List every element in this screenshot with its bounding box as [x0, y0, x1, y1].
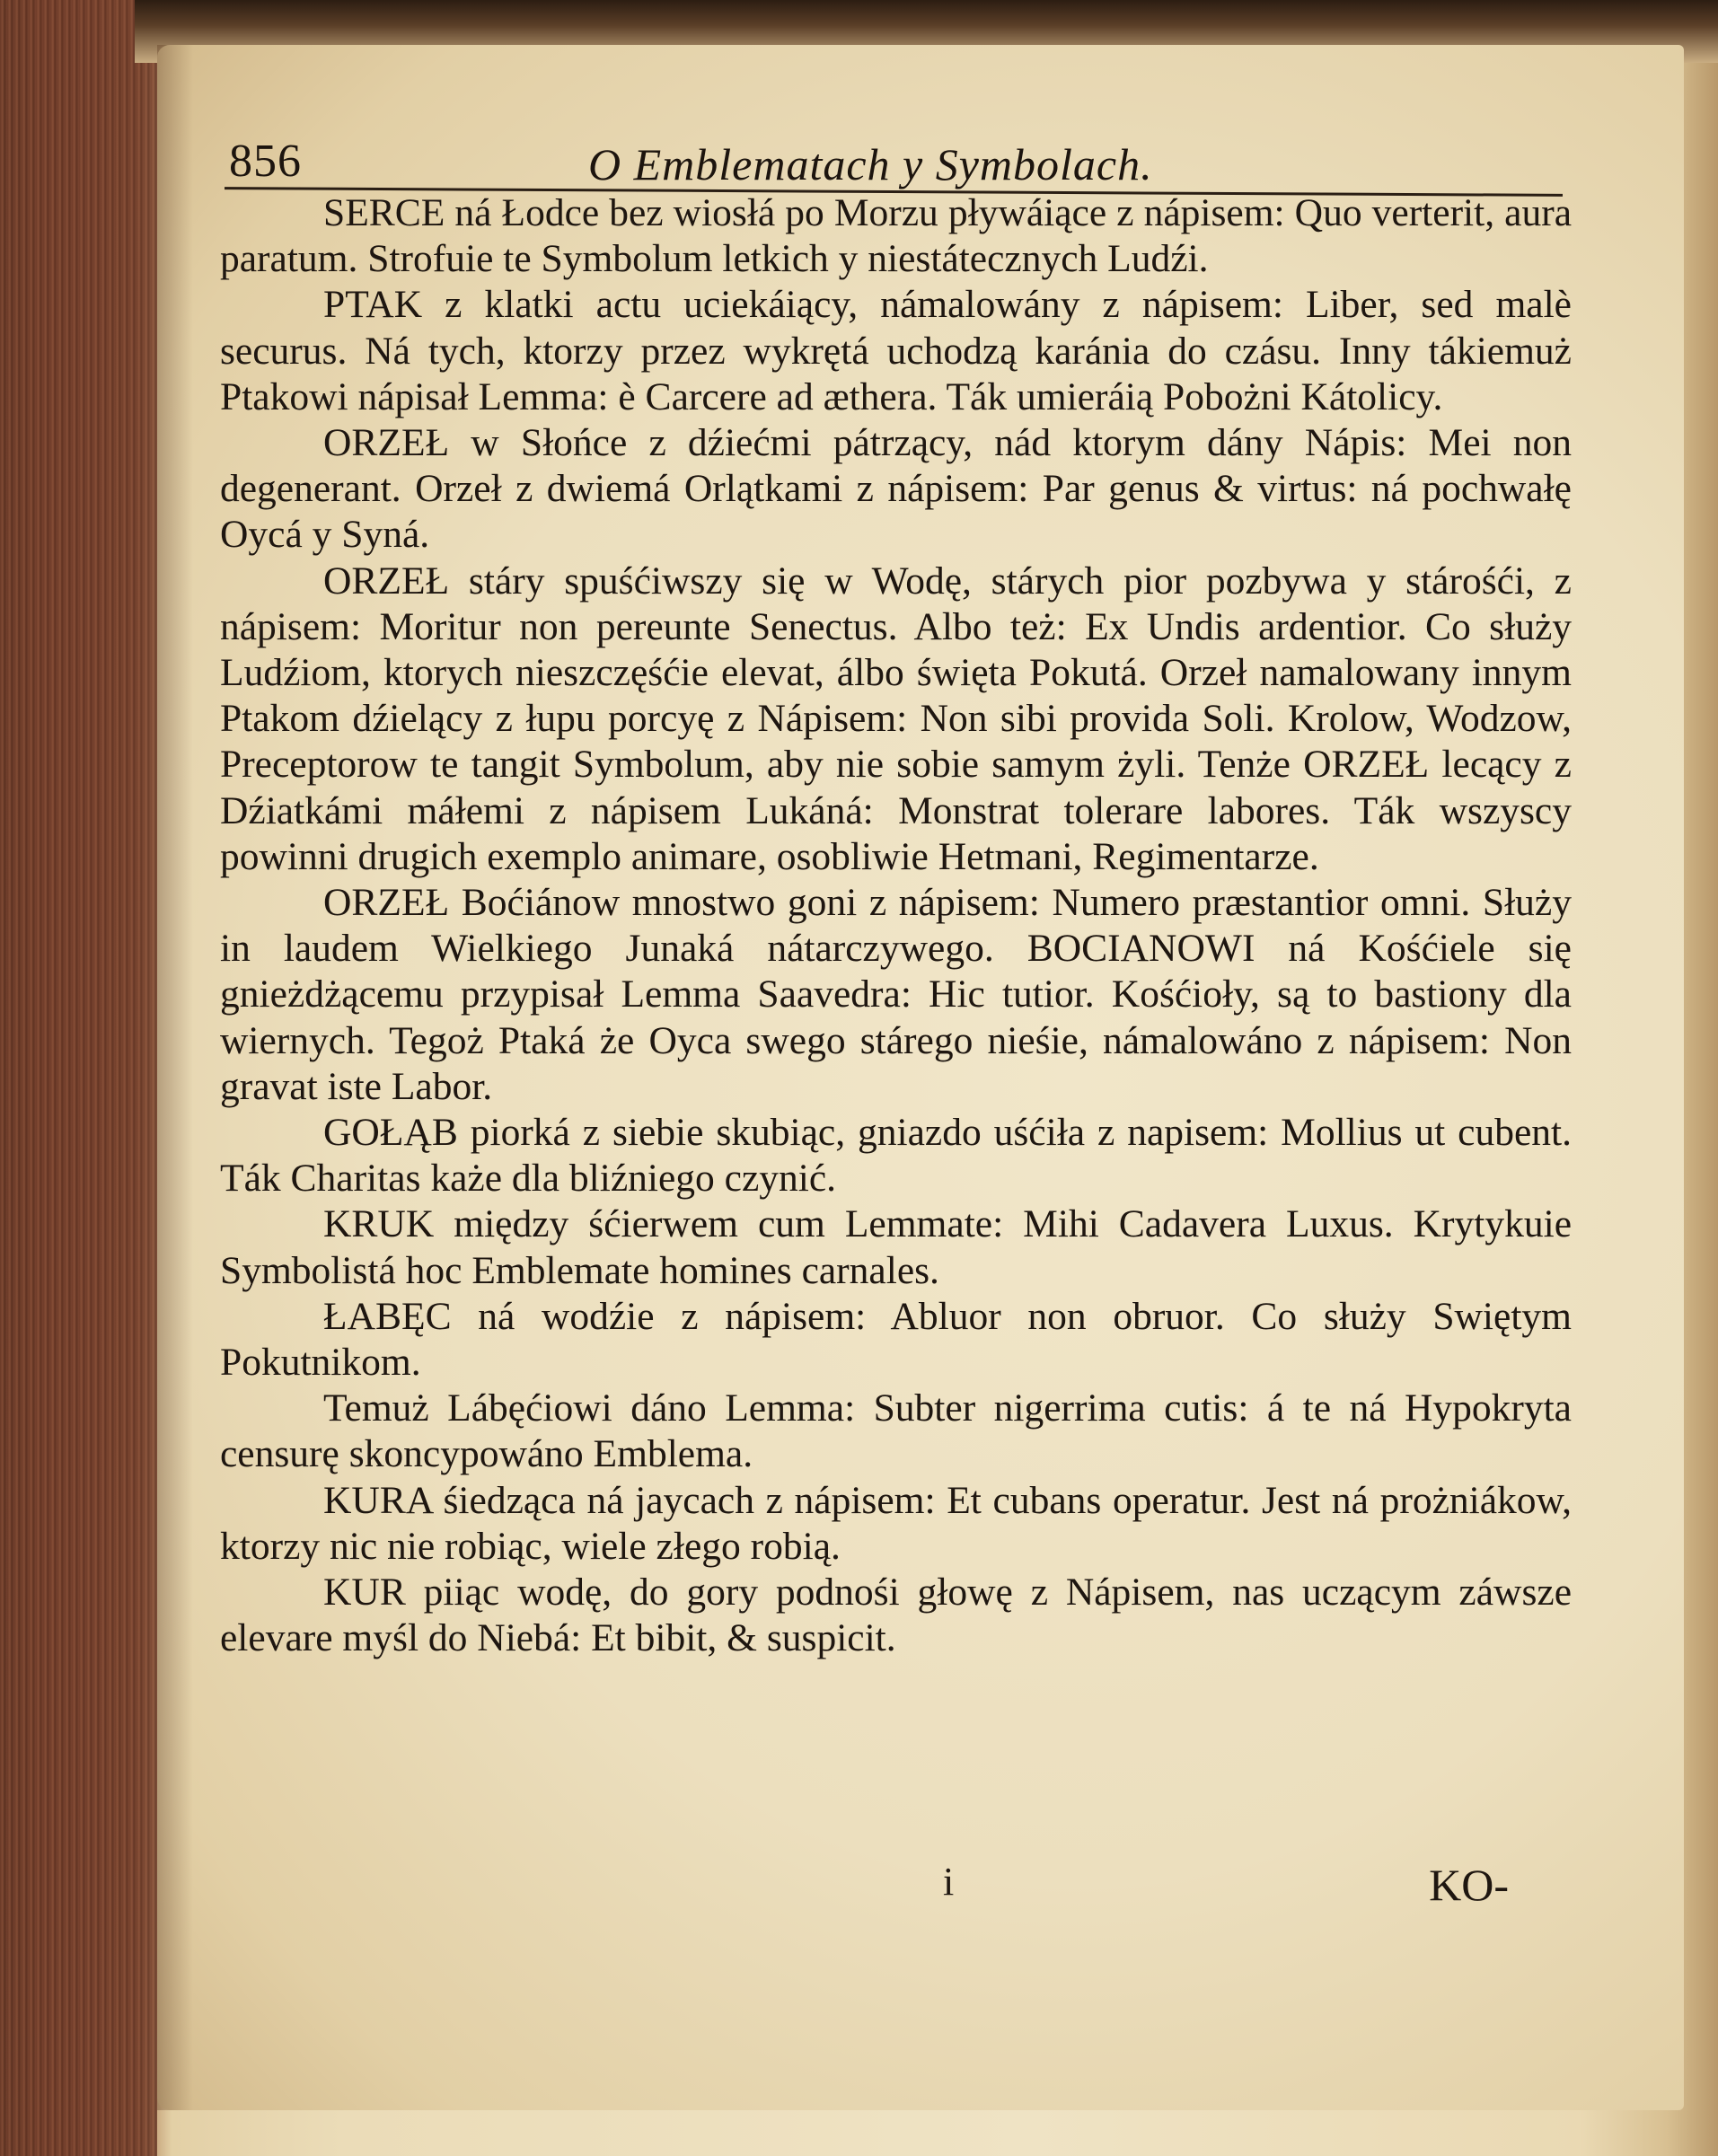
gutter-shadow — [157, 45, 193, 2110]
paragraph-golab: GOŁĄB piorká z siebie skubiąc, gniazdo uśćiła z napisem: Mollius ut cubent. Ták Charitas każe dla bliźniego czynić. — [220, 1111, 1572, 1201]
paragraph-kura: KURA śiedząca ná jaycach z nápisem: Et cubans operatur. Jest ná prożniákow, ktorzy nic nie robiąc, wiele złego robią. — [220, 1478, 1572, 1568]
page-edges — [0, 0, 157, 2156]
paragraph-kruk: KRUK między śćierwem cum Lemmate: Mihi Cadavera Luxus. Krytykuie Symbolistá hoc Emblemate homines carnales. — [220, 1202, 1572, 1292]
page-footer — [220, 1859, 1572, 1922]
paragraph-serce: SERCE ná Łodce bez wiosłá po Morzu pływáiące z nápisem: Quo verterit, aura paratum. Strofuie te Symbolum letkich y niestátecznych Ludźi. — [220, 191, 1572, 281]
catchword: KO- — [1429, 1860, 1509, 1910]
page-body — [220, 190, 1572, 1662]
page-number: 856 — [229, 136, 302, 187]
paragraph-ptak: PTAK z klatki actu uciekáiący, námalowány z nápisem: Liber, sed malè securus. Ná tych, ktorzy przez wykrętá uchodzą karánia do czásu. Inny tákiemuż Ptakowi nápisał Lemma: è Carcere ad æthera. Ták umieráią Pobożni Kátolicy. — [220, 283, 1572, 418]
running-title: O Emblematach y Symbolach. — [588, 139, 1153, 189]
paragraph-orzel-bocianow: ORZEŁ Boćiánow mnostwo goni z nápisem: Numero præstantior omni. Służy in laudem Wielkiego Junaká nátarczywego. BOCIANOWI ná Kośćiele się gnieżdżącemu przypisał Lemma Saavedra: Hic tutior. Kośćioły, są to bastiony dla wiernych. Tegoż Ptaká że Oyca swego stárego nieśie, námalowáno z nápisem: Non gravat iste Labor. — [220, 881, 1572, 1108]
paragraph-kur: KUR piiąc wodę, do gory podnośi głowę z Nápisem, nas uczącym záwsze elevare myśl do Niebá: Et bibit, & suspicit. — [220, 1571, 1572, 1660]
paragraph-labeciowi: Temuż Lábęćiowi dáno Lemma: Subter nigerrima cutis: á te ná Hypokryta censurę skoncypowáno Emblema. — [220, 1386, 1572, 1476]
paragraph-orzel-stary: ORZEŁ stáry spuśćiwszy się w Wodę, stárych pior pozbywa y stárośći, z nápisem: Moritur non pereunte Senectus. Albo też: Ex Undis ardentior. Co służy Ludźiom, ktorych nieszczęśćie elevat, álbo święta Pokutá. Orzeł namalowany innym Ptakom dźielący z łupu porcyę z Nápisem: Non sibi provida Soli. Krolow, Wodzow, Preceptorow te tangit Symbolum, aby nie sobie samym żyli. Tenże ORZEŁ lecący z Dźiatkámi máłemi z nápisem Lukáná: Monstrat tolerare labores. Ták wszyscy powinni drugich exemplo animare, osobliwie Hetmani, Regimentarze. — [220, 559, 1572, 878]
paragraph-orzel-slonce: ORZEŁ w Słońce z dźiećmi pátrzący, nád ktorym dány Nápis: Mei non degenerant. Orzeł z dwiemá Orlątkami z nápisem: Par genus & virtus: ná pochwałę Oycá y Syná. — [220, 421, 1572, 557]
signature-mark: i — [943, 1860, 955, 1904]
paragraph-labec: ŁABĘC ná wodźie z nápisem: Abluor non obruor. Co służy Swiętym Pokutnikom. — [220, 1294, 1572, 1385]
